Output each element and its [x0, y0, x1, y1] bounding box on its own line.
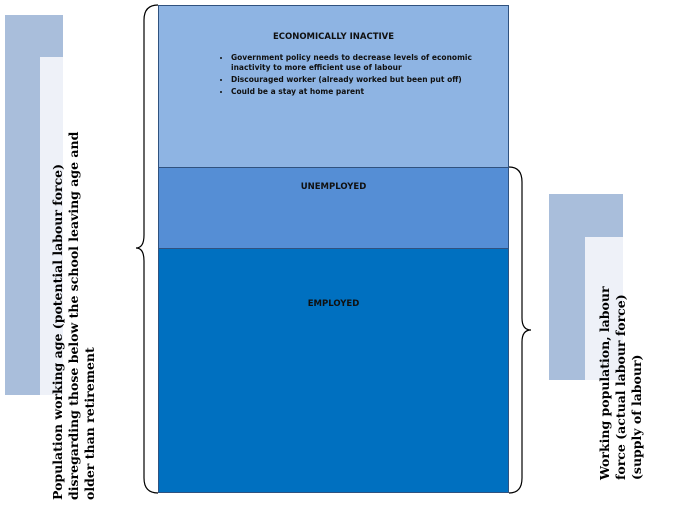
list-item: • Government policy needs to decrease levels of economic inactivity to more efficient use of labour — [231, 53, 491, 73]
unemployed-title: UNEMPLOYED — [300, 182, 367, 192]
right-brace — [509, 167, 531, 493]
economically-inactive-title: ECONOMICALLY INACTIVE — [272, 32, 395, 42]
list-item: • Could be a stay at home parent — [231, 87, 491, 97]
unemployed-segment — [158, 167, 509, 249]
left-brace — [136, 5, 158, 493]
inactive-bullet-list — [219, 53, 491, 99]
working-population-label: Working population, labour force (actual labour force) (supply of labour) — [597, 286, 644, 480]
economically-inactive-segment — [158, 5, 509, 168]
employed-segment — [158, 248, 509, 493]
population-working-age-label: Population working age (potential labour force) disregarding those below the school leaving age and older than retirement — [50, 131, 97, 500]
list-item: • Discouraged worker (already worked but been put off) — [231, 75, 491, 85]
employed-title: EMPLOYED — [307, 299, 360, 309]
